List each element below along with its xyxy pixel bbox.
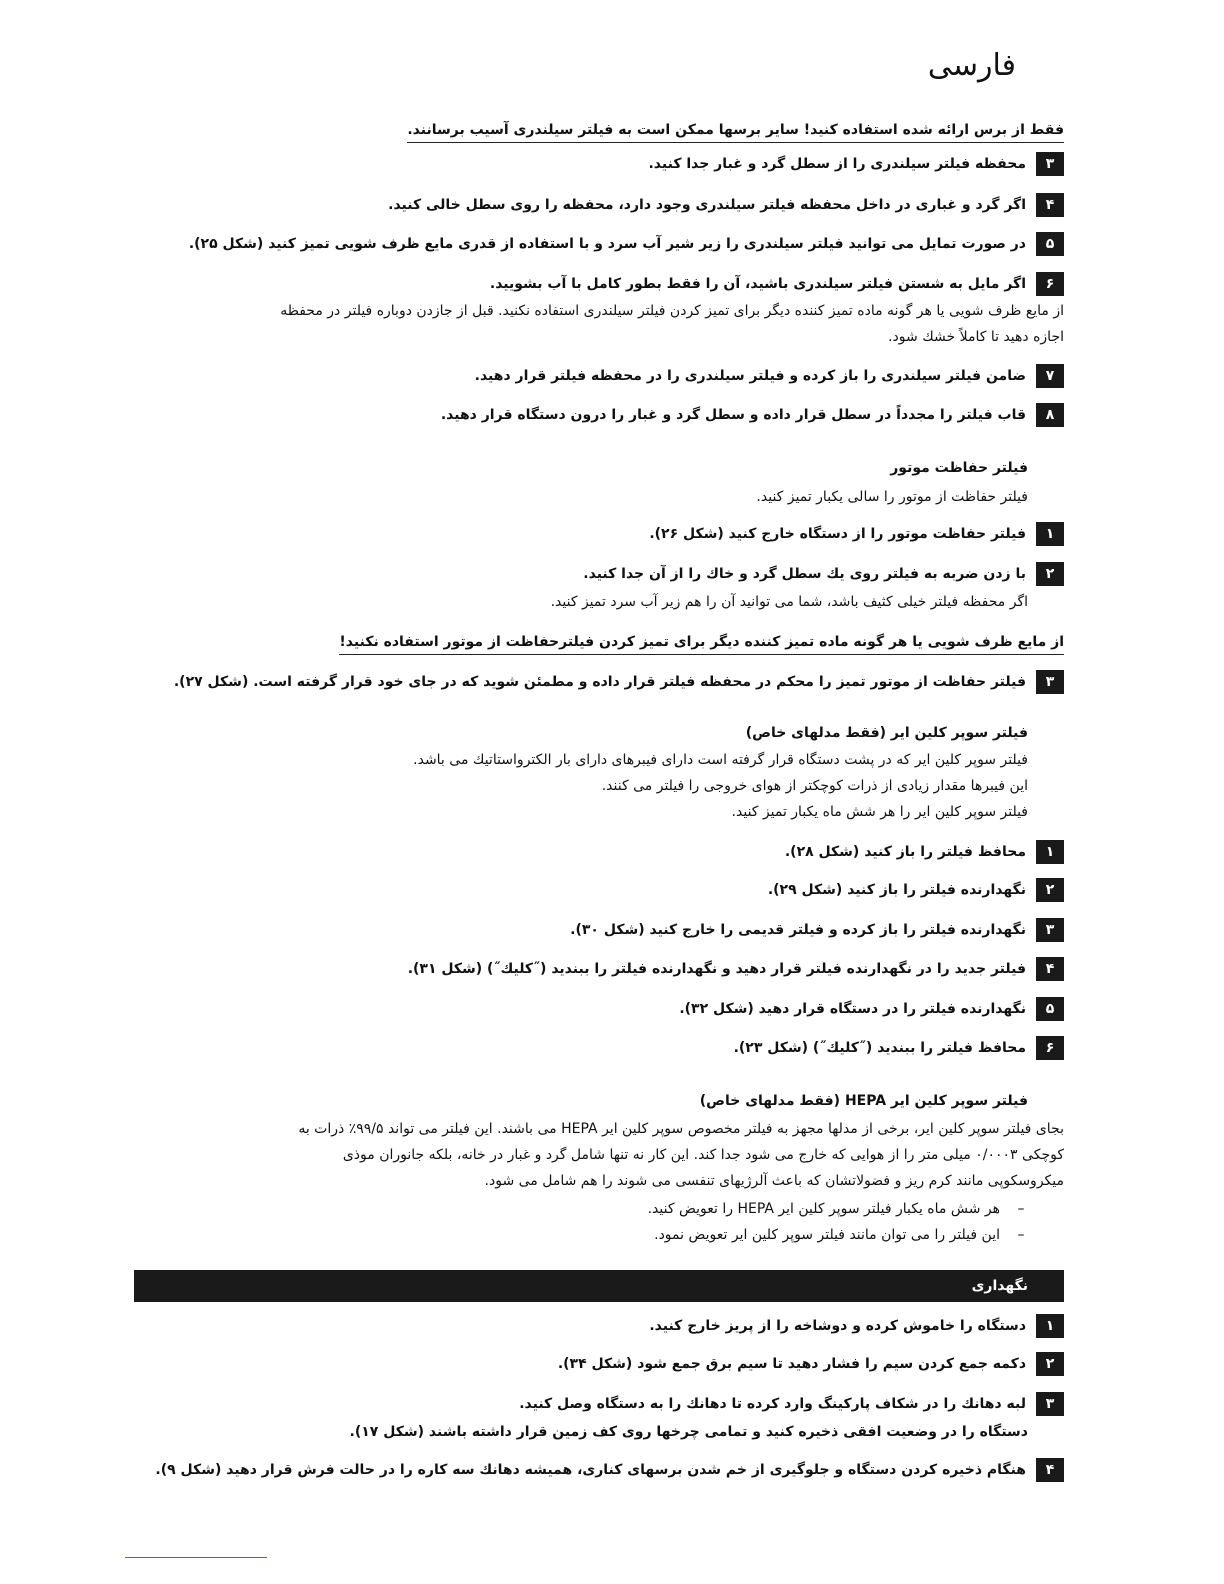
step-number: ۵ bbox=[1036, 997, 1064, 1021]
step-number: ۲ bbox=[1036, 878, 1064, 902]
dash-bullet: – bbox=[1017, 1227, 1025, 1243]
step-text: دکمه جمع کردن سیم را فشار دهید تا سیم برق جمع شود (شکل ۳۴). bbox=[557, 1356, 1026, 1372]
step-row bbox=[134, 957, 1064, 981]
step-number: ۷ bbox=[1036, 364, 1064, 388]
step-text: فیلتر حفاظت موتور را از دستگاه خارج کنید (شکل ۲۶). bbox=[649, 526, 1026, 542]
list-item-text: هر شش ماه یکبار فیلتر سوپر کلین ایر HEPA را تعویض کنید. bbox=[647, 1201, 1000, 1217]
step-number: ۶ bbox=[1036, 272, 1064, 296]
step-number: ۴ bbox=[1036, 193, 1064, 217]
motor-note: اگر محفظه فیلتر خیلی کثیف باشد، شما می توانید آن را هم زیر آب سرد تمیز کنید. bbox=[550, 594, 1028, 610]
step-number: ۴ bbox=[1036, 957, 1064, 981]
list-item bbox=[134, 1222, 1028, 1248]
step-number: ۶ bbox=[1036, 1036, 1064, 1060]
step-row bbox=[134, 997, 1064, 1021]
list-item-text: این فیلتر را می توان مانند فیلتر سوپر کلین ایر تعویض نمود. bbox=[654, 1227, 1000, 1243]
paragraph-line: بجای فیلتر سوپر کلین ایر، برخی از مدلها مجهز به فیلتر مخصوص سوپر کلین ایر HEPA می باشند. این فیلتر می تواند ۹۹/۵٪ ذرات به bbox=[298, 1121, 1064, 1137]
step-text: نگهدارنده فیلتر را در دستگاه قرار دهید (شکل ۳۲). bbox=[679, 1001, 1026, 1017]
step-text: لبه دهانك را در شکاف پارکینگ وارد کرده تا دهانك را به دستگاه وصل کنید. bbox=[519, 1396, 1026, 1412]
step-row bbox=[134, 1036, 1064, 1060]
section-bar-storage: نگهداری bbox=[134, 1270, 1064, 1302]
step-row bbox=[134, 1314, 1064, 1338]
step-row bbox=[134, 1352, 1064, 1376]
step-number: ۲ bbox=[1036, 562, 1064, 586]
step-text: فیلتر حفاظت از موتور تمیز را محکم در محفظه فیلتر قرار داده و مطمئن شوید که در جای خود قرار گرفته است. (شکل ۲۷). bbox=[173, 674, 1026, 690]
step-row bbox=[134, 918, 1064, 942]
step-text: با زدن ضربه به فیلتر روی یك سطل گرد و خاك را از آن جدا کنید. bbox=[583, 566, 1026, 582]
step-text: ضامن فیلتر سیلندری را باز کرده و فیلتر سیلندری را در محفظه فیلتر قرار دهید. bbox=[474, 368, 1026, 384]
dash-bullet: – bbox=[1017, 1201, 1025, 1217]
step-row bbox=[134, 562, 1064, 586]
step-text: نگهدارنده فیلتر را باز کرده و فیلتر قدیمی را خارج کنید (شکل ۳۰). bbox=[570, 922, 1026, 938]
step-number: ۳ bbox=[1036, 152, 1064, 176]
step-number: ۴ bbox=[1036, 1458, 1064, 1482]
step-row bbox=[134, 152, 1064, 176]
step-number: ۳ bbox=[1036, 918, 1064, 942]
step-row bbox=[134, 522, 1064, 546]
section-paragraph bbox=[134, 747, 1028, 825]
step-row bbox=[134, 840, 1064, 864]
note-line: اجازه دهید تا کاملاً خشك شود. bbox=[888, 329, 1064, 345]
step-row bbox=[134, 1458, 1064, 1482]
step-number: ۵ bbox=[1036, 232, 1064, 256]
paragraph-line: میکروسکوپی مانند کرم ریز و فضولاتشان که باعث آلرژیهای تنفسی می شوند را هم شامل می شود. bbox=[484, 1173, 1064, 1189]
section-paragraph bbox=[134, 1116, 1064, 1194]
step-text: در صورت تمایل می توانید فیلتر سیلندری را زیر شیر آب سرد و با استفاده از قدری مایع ظرف شویی تمیز کنید (شکل ۲۵). bbox=[188, 236, 1026, 252]
section-intro: فیلتر حفاظت از موتور را سالی یکبار تمیز کنید. bbox=[756, 489, 1028, 505]
step-number: ۱ bbox=[1036, 840, 1064, 864]
warning-brush-text: فقط از برس ارائه شده استفاده کنید! سایر برسها ممکن است به فیلتر سیلندری آسیب برسانند. bbox=[407, 120, 1064, 143]
warning-brush bbox=[134, 120, 1064, 143]
step-text: محافظ فیلتر را ببندید (˝کلیك˝) (شکل ۲۳). bbox=[733, 1040, 1026, 1056]
paragraph-line: این فیبرها مقدار زیادی از ذرات کوچکتر از هوای خروجی را فیلتر می کنند. bbox=[601, 778, 1028, 794]
step-row bbox=[134, 272, 1064, 296]
list-item bbox=[134, 1196, 1028, 1222]
section-heading: فیلتر سوپر کلین ایر HEPA (فقط مدلهای خاص) bbox=[699, 1093, 1028, 1109]
step-row bbox=[134, 403, 1064, 427]
step-number: ۱ bbox=[1036, 1314, 1064, 1338]
step-number: ۲ bbox=[1036, 1352, 1064, 1376]
paragraph-line: فیلتر سوپر کلین ایر را هر شش ماه یکبار تمیز کنید. bbox=[731, 804, 1028, 820]
step-text: قاب فیلتر را مجدداً در سطل قرار داده و سطل گرد و غبار را درون دستگاه قرار دهید. bbox=[440, 407, 1026, 423]
bullet-list bbox=[134, 1196, 1028, 1248]
step-number: ۳ bbox=[1036, 1392, 1064, 1416]
section-heading: فیلتر حفاظت موتور bbox=[890, 460, 1028, 476]
step-number: ۸ bbox=[1036, 403, 1064, 427]
step-text: محافظ فیلتر را باز کنید (شکل ۲۸). bbox=[784, 844, 1026, 860]
footer-rule bbox=[125, 1557, 267, 1558]
step-text: محفظه فیلتر سیلندری را از سطل گرد و غبار جدا کنید. bbox=[648, 156, 1026, 172]
paragraph-line: کوچکی ۰/۰۰۰۳ میلی متر را از هوایی که خارج می شود جدا کند. این کار نه تنها شامل گرد و غبار در خانه، بلکه جانوران موذی bbox=[342, 1147, 1064, 1163]
step-text: اگر گرد و غباری در داخل محفظه فیلتر سیلندری وجود دارد، محفظه را روی سطل خالی کنید. bbox=[388, 197, 1026, 213]
note-line: از مایع ظرف شويی یا هر گونه ماده تمیز کننده دیگر برای تمیز کردن فیلتر سیلندری استفاده نکنید. قبل از جازدن دوباره فیلتر در محفظه bbox=[280, 303, 1064, 319]
step-row bbox=[134, 878, 1064, 902]
step-text: نگهدارنده فیلتر را باز کنید (شکل ۲۹). bbox=[767, 882, 1026, 898]
storage-note: دستگاه را در وضعیت افقی ذخیره کنید و تمامی چرخها روی کف زمین قرار داشته باشند (شکل ۱۷). bbox=[349, 1424, 1028, 1440]
step-text: هنگام ذخیره کردن دستگاه و جلوگیری از خم شدن برسهای کناری، همیشه دهانك سه کاره را در حالت فرش قرار دهید (شکل ۹). bbox=[155, 1462, 1026, 1478]
step-number: ۱ bbox=[1036, 522, 1064, 546]
section-heading: فیلتر سوپر کلین ایر (فقط مدلهای خاص) bbox=[745, 725, 1028, 741]
step-text: دستگاه را خاموش کرده و دوشاخه را از پریز خارج کنید. bbox=[649, 1318, 1026, 1334]
page-title: فارسی bbox=[927, 48, 1016, 83]
warning-motor-text: از مایع ظرف شویی یا هر گونه ماده تمیز کننده دیگر برای تمیز کردن فیلترحفاظت از موتور استفاده نکنید! bbox=[339, 632, 1064, 655]
paragraph-line: فیلتر سوپر کلین ایر که در پشت دستگاه قرار گرفته است دارای فیبرهای دارای بار الکترواستاتیك می باشد. bbox=[413, 752, 1028, 768]
step-row bbox=[134, 193, 1064, 217]
step-row bbox=[134, 364, 1064, 388]
note-paragraph bbox=[134, 298, 1064, 350]
step-text: فیلتر جدید را در نگهدارنده فیلتر قرار دهید و نگهدارنده فیلتر را ببندید (˝کلیك˝) (شکل ۳۱). bbox=[407, 961, 1026, 977]
step-number: ۳ bbox=[1036, 670, 1064, 694]
step-row bbox=[134, 1392, 1064, 1416]
warning-motor bbox=[134, 632, 1064, 655]
step-row bbox=[134, 670, 1064, 694]
step-text: اگر مایل به شستن فیلتر سیلندری باشید، آن را فقط بطور کامل با آب بشویید. bbox=[489, 276, 1026, 292]
step-row bbox=[134, 232, 1064, 256]
